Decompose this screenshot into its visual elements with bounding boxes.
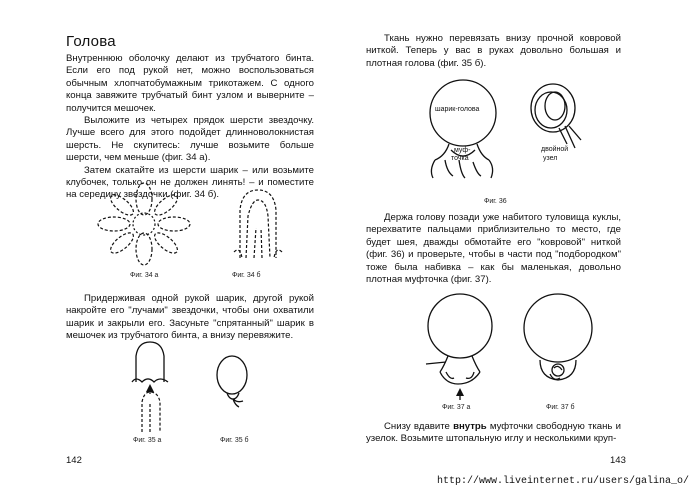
intro-text bbox=[66, 53, 314, 202]
figure-35b-head bbox=[215, 355, 255, 411]
label-knot-1: двойной bbox=[541, 146, 569, 153]
paragraph: Снизу вдавите внутрь муфточки свободную ткань и узелок. Возьмите штопальную иглу и несколькими круп- bbox=[366, 421, 621, 445]
figure-caption: Фиг. 36 bbox=[484, 198, 507, 205]
figure-36-head-with-knot bbox=[425, 78, 595, 190]
emphasis: внутрь bbox=[453, 421, 487, 432]
page-number: 143 bbox=[610, 455, 626, 466]
source-url: http://www.liveinternet.ru/users/galina_o/ bbox=[436, 476, 689, 487]
figure-caption: Фиг. 34 б bbox=[232, 272, 261, 279]
section-title: Голова bbox=[66, 33, 116, 50]
figure-35a-bag bbox=[128, 340, 178, 432]
intro-text bbox=[366, 33, 621, 70]
paragraph: Придерживая одной рукой шарик, другой рукой накройте его "лучами" звездочки, чтобы они охватили шарик и закрыли его. Засуньте "спрятанный" шарик в мешочек из трубчатого бинта, а внизу перевяжите. bbox=[66, 293, 314, 342]
svg-text:точка: точка bbox=[451, 155, 469, 162]
paragraph: Выложите из четырех прядок шерсти звездочку. Лучше всего для этого подойдет длинноволокнистая шерсть. Не скупитесь: лучше возьмите больше шерсти, чем меньше (фиг. 34 а). bbox=[66, 115, 314, 164]
page-number: 142 bbox=[66, 455, 82, 466]
figure-caption: Фиг. 35 а bbox=[133, 437, 162, 444]
label-knot-2: узел bbox=[543, 155, 558, 162]
figure-37a-head bbox=[422, 292, 502, 400]
figure-34a-star bbox=[98, 183, 190, 265]
instruction-text bbox=[366, 212, 621, 286]
label-muff bbox=[451, 147, 471, 162]
svg-text:муф-: муф- bbox=[454, 147, 471, 154]
figure-caption: Фиг. 35 б bbox=[220, 437, 249, 444]
paragraph: Держа голову позади уже набитого туловища куклы, перехватите пальцами приблизительно то место, где будет шея, дважды обмотайте его "ковровой" ниткой (фиг. 36) и проверьте, чтобы в части под "подбородком" тоже была набивка – как бы маленькая, довольно плотная муфточка (фиг. 37). bbox=[366, 212, 621, 286]
right-page bbox=[350, 0, 699, 494]
figure-caption: Фиг. 34 а bbox=[130, 272, 159, 279]
paragraph: Ткань нужно перевязать внизу прочной ковровой ниткой. Теперь у вас в руках довольно большая и плотная голова (фиг. 35 б). bbox=[366, 33, 621, 69]
instruction-text bbox=[66, 293, 314, 343]
figure-34b-wrapped-ball bbox=[230, 188, 286, 264]
paragraph: Затем скатайте из шерсти шарик – или возьмите клубочек, только он не должен линять! – и поместите на середину звездочки (фиг. 34 б). bbox=[66, 164, 314, 201]
figure-37b-head bbox=[520, 292, 600, 388]
figure-caption: Фиг. 37 а bbox=[442, 404, 471, 411]
paragraph: Внутреннюю оболочку делают из трубчатого бинта. Если его под рукой нет, можно воспользоваться обычным хлопчатобумажным трикотажем. С одного конца завяжите трубчатый бинт узлом и выверните – получится мешочек. bbox=[66, 53, 314, 114]
figure-caption: Фиг. 37 б bbox=[546, 404, 575, 411]
label-ball: шарик-голова bbox=[435, 106, 480, 113]
continuation-text bbox=[366, 421, 621, 446]
